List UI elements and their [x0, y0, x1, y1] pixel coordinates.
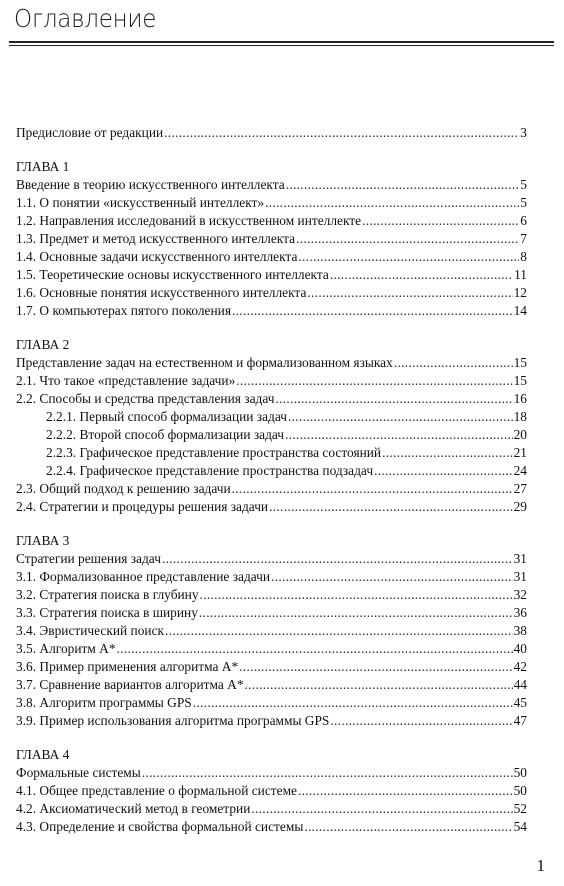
toc-entry-title: Введение в теорию искусственного интеллекта: [16, 177, 285, 192]
toc-entry-page: 50: [513, 765, 527, 780]
toc-entry-page: 45: [513, 695, 527, 710]
dot-leader: [307, 284, 512, 302]
toc-entry-title: 3.3. Стратегия поиска в ширину: [16, 605, 198, 620]
toc-entry[interactable]: [16, 212, 527, 230]
chapter-label: ГЛАВА 3: [16, 533, 70, 548]
toc-entry[interactable]: [16, 622, 527, 640]
toc-entry[interactable]: [16, 176, 527, 194]
toc-entry-page: 38: [513, 623, 527, 638]
toc-entry-title: Формальные системы: [16, 765, 141, 780]
toc-entry-page: 5: [520, 177, 527, 192]
toc-entry-title: 3.1. Формализованное представление задачи: [16, 569, 271, 584]
toc-entry[interactable]: [16, 408, 527, 426]
toc-entry[interactable]: [16, 498, 527, 516]
dot-leader: [265, 194, 519, 212]
chapter-label: ГЛАВА 1: [16, 159, 70, 174]
dot-leader: [362, 212, 519, 230]
toc-entry[interactable]: [16, 426, 527, 444]
dot-leader: [271, 568, 513, 586]
toc-entry-title: 2.2.3. Графическое представление пространства состояний: [46, 445, 382, 460]
dot-leader: [200, 586, 513, 604]
toc-entry-page: 15: [513, 355, 527, 370]
toc-entry-page: 54: [513, 819, 527, 834]
toc-entry[interactable]: [16, 390, 527, 408]
dot-leader: [162, 550, 513, 568]
dot-leader: [298, 782, 513, 800]
toc-entry-page: 14: [513, 303, 527, 318]
toc-entry[interactable]: [16, 194, 527, 212]
toc-entry-title: 3.6. Пример применения алгоритма A*: [16, 659, 239, 674]
chapter-block: [16, 532, 527, 730]
toc-entry-page: 31: [513, 569, 527, 584]
dot-leader: [117, 640, 513, 658]
toc-entry[interactable]: [16, 266, 527, 284]
toc-entry-page: 32: [513, 587, 527, 602]
chapter-label: ГЛАВА 4: [16, 747, 70, 762]
toc-entry[interactable]: [16, 676, 527, 694]
toc-entry-page: 52: [513, 801, 527, 816]
toc-entry[interactable]: [16, 302, 527, 320]
toc-entry-page: 24: [513, 463, 527, 478]
toc-entry-page: 50: [513, 783, 527, 798]
toc-entry[interactable]: [16, 372, 527, 390]
toc-entry-page: 27: [513, 481, 527, 496]
toc-entry-page: 3: [520, 125, 527, 140]
toc-entry-page: 31: [513, 551, 527, 566]
toc-entry-page: 12: [513, 285, 527, 300]
toc-entry[interactable]: [16, 658, 527, 676]
toc-entry-page: 16: [513, 391, 527, 406]
toc-entry[interactable]: [16, 568, 527, 586]
toc-entry-title: 3.9. Пример использования алгоритма программы GPS: [16, 713, 330, 728]
page-number: 1: [536, 856, 545, 875]
chapter-label: ГЛАВА 2: [16, 337, 70, 352]
toc-entry-page: 29: [513, 499, 527, 514]
dot-leader: [374, 462, 513, 480]
dot-leader: [298, 248, 519, 266]
toc-entry-title: 1.4. Основные задачи искусственного интеллекта: [16, 249, 298, 264]
toc-entry-title: 1.5. Теоретические основы искусственного интеллекта: [16, 267, 329, 282]
toc-entry-page: 11: [514, 267, 527, 282]
dot-leader: [296, 230, 519, 248]
toc-entry-page: 36: [513, 605, 527, 620]
toc-entry-page: 40: [513, 641, 527, 656]
toc-entry-title: 3.7. Сравнение вариантов алгоритма A*: [16, 677, 244, 692]
toc-entry[interactable]: [16, 640, 527, 658]
toc-entry[interactable]: [16, 480, 527, 498]
dot-leader: [269, 498, 513, 516]
toc-entry-title: 1.1. О понятии «искусственный интеллект»: [16, 195, 265, 210]
toc-entry[interactable]: [16, 550, 527, 568]
toc-entry-title: 1.3. Предмет и метод искусственного интеллекта: [16, 231, 296, 246]
table-of-contents: [16, 124, 527, 836]
dot-leader: [304, 818, 512, 836]
dot-leader: [165, 622, 513, 640]
toc-entry[interactable]: [16, 354, 527, 372]
toc-entry[interactable]: [16, 782, 527, 800]
toc-entry[interactable]: [16, 694, 527, 712]
toc-entry-page: 18: [513, 409, 527, 424]
toc-entry-title: 2.2. Способы и средства представления задач: [16, 391, 275, 406]
title-rule-thick: [9, 41, 554, 43]
dot-leader: [382, 444, 513, 462]
toc-entry[interactable]: [16, 604, 527, 622]
toc-entry-title: 3.5. Алгоритм A*: [16, 641, 116, 656]
dot-leader: [275, 390, 512, 408]
toc-entry-title: 4.1. Общее представление о формальной системе: [16, 783, 297, 798]
chapter-list: [16, 158, 527, 836]
toc-entry[interactable]: [16, 818, 527, 836]
title-rule-thin: [9, 45, 554, 46]
dot-leader: [236, 372, 512, 390]
toc-entry-title: 1.6. Основные понятия искусственного интеллекта: [16, 285, 307, 300]
toc-entry-page: 42: [513, 659, 527, 674]
toc-entry[interactable]: [16, 248, 527, 266]
toc-entry-title: 2.4. Стратегии и процедуры решения задачи: [16, 499, 269, 514]
dot-leader: [164, 124, 519, 142]
toc-entry-page: 5: [520, 195, 527, 210]
dot-leader: [285, 426, 513, 444]
dot-leader: [394, 354, 513, 372]
toc-entry[interactable]: [16, 800, 527, 818]
toc-entry-page: 47: [513, 713, 527, 728]
toc-entry-page: 20: [513, 427, 527, 442]
toc-entry-title: 4.2. Аксиоматический метод в геометрии: [16, 801, 251, 816]
toc-entry-title: 1.7. О компьютерах пятого поколения: [16, 303, 231, 318]
toc-entry-page: 6: [520, 213, 527, 228]
toc-entry-preface[interactable]: [16, 124, 527, 142]
toc-entry[interactable]: [16, 586, 527, 604]
page-title: Оглавление: [14, 4, 157, 33]
dot-leader: [199, 604, 513, 622]
dot-leader: [245, 676, 513, 694]
toc-entry-title: 4.3. Определение и свойства формальной системы: [16, 819, 304, 834]
dot-leader: [288, 408, 513, 426]
toc-entry-page: 21: [513, 445, 527, 460]
toc-entry-title: 2.1. Что такое «представление задачи»: [16, 373, 236, 388]
dot-leader: [330, 712, 512, 730]
toc-entry[interactable]: [16, 230, 527, 248]
toc-entry[interactable]: [16, 444, 527, 462]
toc-entry-title: 2.2.1. Первый способ формализации задач: [46, 409, 287, 424]
toc-entry-title: 2.2.2. Второй способ формализации задач: [46, 427, 285, 442]
toc-entry[interactable]: [16, 764, 527, 782]
dot-leader: [193, 694, 513, 712]
dot-leader: [286, 176, 520, 194]
dot-leader: [232, 302, 513, 320]
dot-leader: [330, 266, 513, 284]
toc-entry-title: 1.2. Направления исследований в искусственном интеллекте: [16, 213, 362, 228]
toc-entry-title: Представление задач на естественном и формализованном языках: [16, 355, 393, 370]
toc-entry-title: 3.8. Алгоритм программы GPS: [16, 695, 192, 710]
dot-leader: [239, 658, 512, 676]
toc-entry-title: 2.3. Общий подход к решению задачи: [16, 481, 231, 496]
dot-leader: [142, 764, 513, 782]
toc-entry-page: 44: [513, 677, 527, 692]
toc-entry[interactable]: [16, 712, 527, 730]
chapter-block: [16, 746, 527, 836]
dot-leader: [232, 480, 513, 498]
toc-entry-page: 8: [520, 249, 527, 264]
toc-entry-title: 3.4. Эвристический поиск: [16, 623, 165, 638]
toc-entry-title: 3.2. Стратегия поиска в глубину: [16, 587, 199, 602]
chapter-block: [16, 336, 527, 516]
toc-entry[interactable]: [16, 284, 527, 302]
toc-entry-page: 7: [520, 231, 527, 246]
toc-entry-title: Предисловие от редакции: [16, 125, 164, 140]
toc-entry-page: 15: [513, 373, 527, 388]
toc-entry[interactable]: [16, 462, 527, 480]
toc-entry-title: 2.2.4. Графическое представление пространства подзадач: [46, 463, 374, 478]
dot-leader: [251, 800, 512, 818]
toc-entry-title: Стратегии решения задач: [16, 551, 161, 566]
chapter-block: [16, 158, 527, 320]
